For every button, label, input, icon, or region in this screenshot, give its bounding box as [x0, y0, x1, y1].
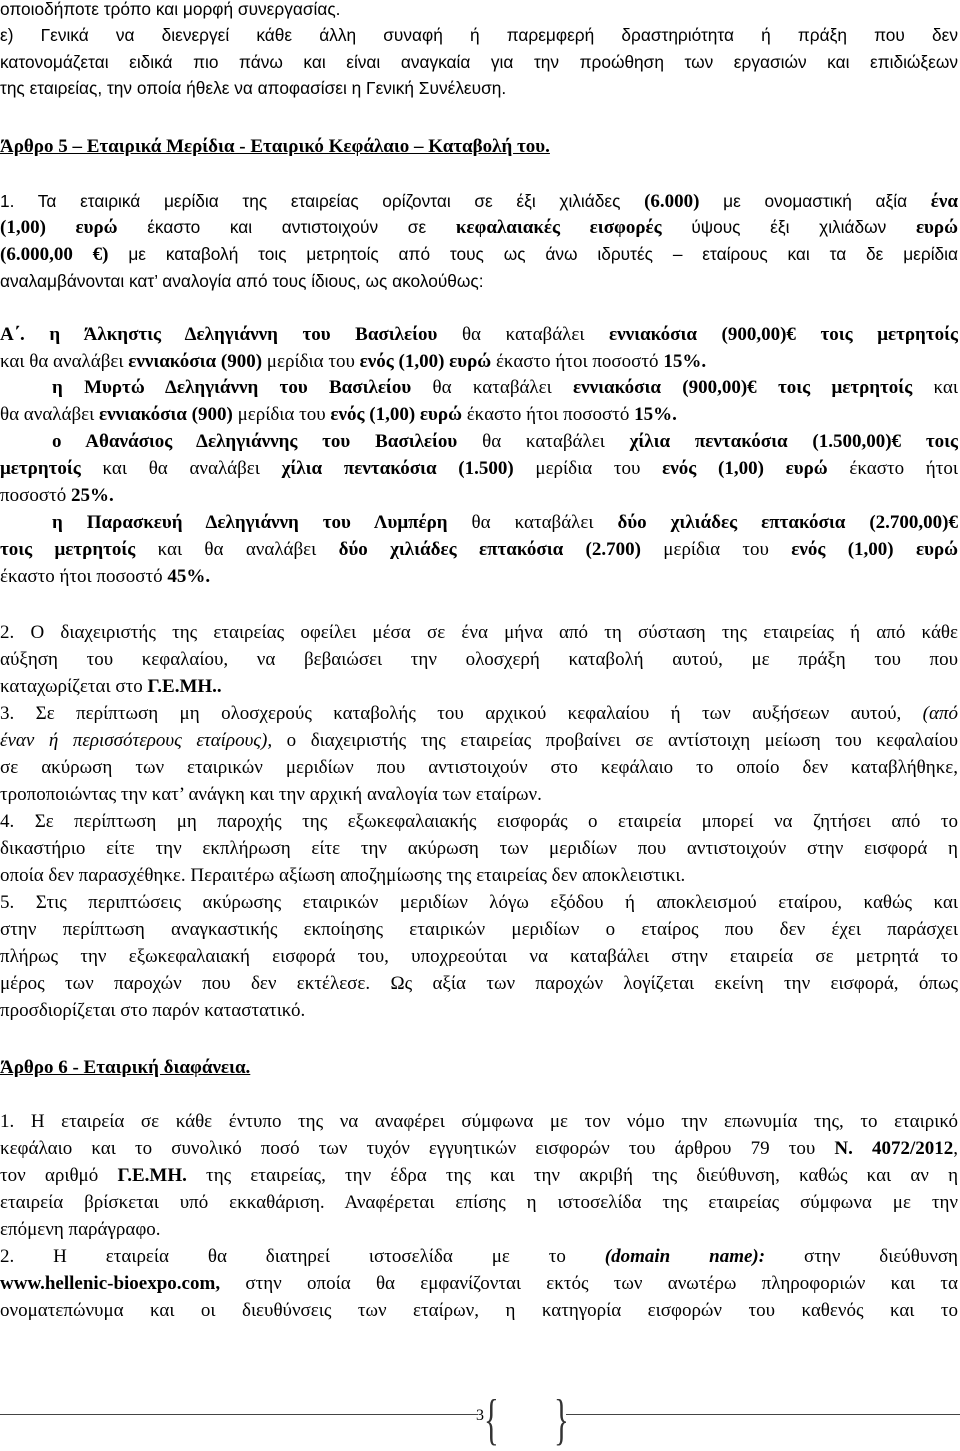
partner-line: [52, 510, 958, 536]
text-line: μέρος των παροχών που δεν εκτέλεσε. Ως αξία των παροχών λογίζεται εκείνη την εισφορά, όπως: [0, 973, 958, 994]
text-span: με ονομαστική αξία: [699, 191, 931, 211]
text-span: 45%.: [167, 566, 211, 587]
page-number: 3: [476, 1407, 484, 1424]
text-span: ενός (1,00) ευρώ: [791, 539, 958, 560]
text-span: Α΄. η Άλκηστις Δεληγιάννη του Βασιλείου: [0, 324, 438, 345]
text-line: τροποποιώντας την κατ’ ανάγκη και την αρχική αναλογία των εταίρων.: [0, 784, 542, 805]
text-span: ένα: [930, 191, 958, 212]
text-span: ενός (1,00) ευρώ: [330, 404, 462, 425]
text-span: θα καταβάλει: [457, 431, 630, 452]
text-span: μερίδια του: [513, 458, 663, 479]
text-span: 15%.: [634, 404, 677, 425]
text-span: (6.000,00 €): [0, 244, 109, 265]
text-span: έκαστο και αντιστοιχούν σε: [117, 217, 456, 237]
text-span: τον αριθμό: [0, 1165, 118, 1186]
text-span: ευρώ: [915, 217, 958, 238]
text-span: 2. Η εταιρεία θα διατηρεί ιστοσελίδα με το: [0, 1246, 605, 1267]
text-span: (domain name):: [604, 1246, 766, 1267]
text-span: δύο χιλιάδες επτακόσια (2.700): [338, 539, 641, 560]
text-span: η Μυρτώ Δεληγιάννη του Βασιλείου: [52, 377, 412, 398]
text-line: [0, 1163, 958, 1189]
partner-line: [0, 483, 958, 509]
text-span: 15%.: [663, 351, 707, 372]
text-line: 1. Η εταιρεία σε κάθε έντυπο της να αναφέρει σύμφωνα με τον νόμο την επωνυμία της, το εταιρικό: [0, 1111, 958, 1132]
partner-line: [0, 456, 958, 482]
text-span: ο διαχειριστής της εταιρείας προβαίνει σε αντίστοιχη μείωση του κεφαλαίου: [272, 730, 958, 751]
text-span: η Παρασκευή Δεληγιάννη του Λυμπέρη: [52, 512, 448, 533]
text-line: [0, 214, 958, 240]
partner-line: [0, 322, 958, 348]
text-span: και θα αναλάβει: [80, 458, 282, 479]
text-span: ενός (1,00) ευρώ: [662, 458, 828, 479]
text-span: 25%.: [70, 485, 114, 506]
text-span: θα καταβάλει: [411, 377, 574, 398]
text-span: στην οποία θα εμφανίζονται εκτός των ανωτέρω πληροφοριών και τα: [220, 1273, 958, 1294]
partner-line: [0, 402, 958, 428]
text-line: ονοματεπώνυμα και οι διευθύνσεις των εταίρων, η κατηγορία εισφορών του καθενός και το: [0, 1300, 958, 1321]
text-line: δικαστήριο είτε την εκπλήρωση είτε την ακύρωση των μεριδίων που αντιστοιχούν στην εισφορά η: [0, 838, 958, 859]
text-line: 2. Ο διαχειριστής της εταιρείας οφείλει μέσα σε ένα μήνα από τη σύσταση της εταιρείας ή από κάθε: [0, 622, 958, 643]
website-link[interactable]: www.hellenic-bioexpo.com,: [0, 1273, 221, 1294]
partner-line: [0, 564, 958, 590]
text-span: μερίδια του: [640, 539, 792, 560]
article-5-heading: [0, 134, 958, 160]
text-span: εννιακόσια (900,00)€ τοις μετρητοίς: [573, 377, 913, 398]
footer-brace-right: }: [554, 1389, 569, 1451]
text-span: έκαστο ήτοι: [827, 458, 958, 479]
partner-line: [0, 349, 958, 375]
text-span: στην διεύθυνση: [765, 1246, 958, 1267]
text-span: 3. Σε περίπτωση μη ολοσχερούς καταβολής του αρχικού κεφαλαίου ή των αυξήσεων αυτού,: [0, 703, 923, 724]
text-span: (από: [922, 703, 958, 724]
text-span: τοις μετρητοίς: [0, 539, 136, 560]
text-line: οποία δεν παρασχέθηκε. Περαιτέρω αξίωση αποζημίωσης της εταιρείας δεν αποκλειστικι.: [0, 865, 686, 886]
text-line: 4. Σε περίπτωση μη παροχής της εξωκεφαλαιακής εισφοράς ο εταιρεία μπορεί να ζητήσει από το: [0, 811, 958, 832]
text-span: Γ.Ε.ΜΗ..: [147, 676, 222, 697]
text-span: Ν. 4072/2012: [834, 1138, 954, 1159]
text-span: μετρητοίς: [0, 458, 81, 479]
text-span: και: [912, 377, 958, 398]
text-span: καταχωρίζεται στο: [0, 676, 148, 697]
text-span: μερίδια του: [232, 404, 331, 425]
text-line: σε ακύρωση των εταιρικών μεριδίων που αντιστοιχούν στο κεφάλαιο το οποίο δεν καταβλήθηκε,: [0, 757, 958, 778]
text-span: ενός (1,00) ευρώ: [359, 351, 492, 372]
text-span: θα αναλάβει: [0, 404, 99, 425]
text-span: έκαστο ήτοι ποσοστό: [461, 404, 635, 425]
text-line: [0, 1244, 958, 1270]
text-line: της εταιρείας, την οποία ήθελε να αποφασίσει η Γενική Συνέλευση.: [0, 78, 507, 98]
heading-text: Άρθρο 6 - Εταιρική διαφάνεια.: [0, 1057, 251, 1078]
text-line: αύξηση του κεφαλαίου, να βεβαιώσει την ολοσχερή καταβολή αυτού, με πράξη του που: [0, 649, 958, 670]
text-line: 5. Στις περιπτώσεις ακύρωσης εταιρικών μεριδίων λόγω εξόδου ή αποκλεισμού εταίρου, καθώς και: [0, 892, 958, 913]
text-span: θα καταβάλει: [437, 324, 610, 345]
text-line: στην περίπτωση αναγκαστικής εκποίησης εταιρικών μεριδίων ο εταίρος που δεν έχει παράσχει: [0, 919, 958, 940]
text-line: [0, 701, 958, 727]
text-span: έκαστο ήτοι ποσοστό: [491, 351, 664, 372]
text-span: (6.000): [644, 191, 700, 212]
text-span: ποσοστό: [0, 485, 71, 506]
text-line: [0, 1136, 958, 1162]
text-line: οποιοδήποτε τρόπο και μορφή συνεργασίας.: [0, 0, 341, 19]
text-line: κατονομάζεται ειδικά πιο πάνω και είναι αναγκαία για την προώθηση των εργασιών και επιδιώξεων: [0, 52, 958, 72]
footer-brace-left: {: [484, 1389, 499, 1451]
text-span: με καταβολή τοις μετρητοίς από τους ως άνω ιδρυτές – εταίρους και τα δε μερίδια: [108, 244, 958, 264]
text-span: εννιακόσια (900,00)€ τοις μετρητοίς: [609, 324, 958, 345]
text-span: Γ.Ε.ΜΗ.: [117, 1165, 187, 1186]
text-span: κεφάλαιο και το συνολικό ποσό των τυχόν εγγυητικών εισφορών του άρθρου 79 του: [0, 1138, 835, 1159]
text-line: [0, 188, 958, 214]
text-line: αναλαμβάνονται κατ’ αναλογία από τους ίδιους, ως ακολούθως:: [0, 271, 484, 291]
text-span: της εταιρείας, την έδρα της και την ακριβή της διεύθυνση, καθώς και αν η: [186, 1165, 958, 1186]
text-span: 1. Τα εταιρικά μερίδια της εταιρείας ορίζονται σε έξι χιλιάδες: [0, 191, 645, 211]
heading-text: Άρθρο 5 – Εταιρικά Μερίδια - Εταιρικό Κεφάλαιο – Καταβολή του.: [0, 136, 550, 157]
text-line: ε) Γενικά να διενεργεί κάθε άλλη συναφή ή παρεμφερή δραστηριότητα ή πράξη που δεν: [0, 25, 958, 45]
text-span: μερίδια του: [262, 351, 360, 372]
text-span: εννιακόσια (900): [98, 404, 233, 425]
article-6-heading: [0, 1055, 958, 1081]
page-footer: [0, 1389, 960, 1451]
text-span: χίλια πεντακόσια (1.500): [281, 458, 514, 479]
text-span: κεφαλαιακές εισφορές: [455, 217, 662, 238]
text-span: ,: [953, 1138, 958, 1159]
text-span: και θα αναλάβει: [135, 539, 339, 560]
text-line: προσδιορίζεται στο παρόν καταστατικό.: [0, 1000, 306, 1021]
text-line: επόμενη παράγραφο.: [0, 1219, 161, 1240]
text-span: εννιακόσια (900): [128, 351, 263, 372]
text-line: [0, 241, 958, 267]
text-line: [0, 728, 958, 754]
text-span: θα καταβάλει: [447, 512, 618, 533]
text-span: έκαστο ήτοι ποσοστό: [0, 566, 168, 587]
text-line: [0, 1271, 958, 1297]
text-line: εταιρεία βρίσκεται υπό εκκαθάριση. Αναφέρεται επίσης η ιστοσελίδα της εταιρείας σύμφωνα με την: [0, 1192, 958, 1213]
text-span: (1,00) ευρώ: [0, 217, 118, 238]
partner-line: [52, 429, 958, 455]
partner-line: [52, 375, 958, 401]
text-span: ο Αθανάσιος Δεληγιάννης του Βασιλείου: [52, 431, 458, 452]
text-span: ύψους έξι χιλιάδων: [661, 217, 916, 237]
partner-line: [0, 537, 958, 563]
text-line: [0, 674, 958, 700]
text-line: πλήρως την εξωκεφαλαιακή εισφορά του, υποχρεούται να καταβάλει στην εταιρεία σε μετρητά το: [0, 946, 958, 967]
text-span: και θα αναλάβει: [0, 351, 129, 372]
text-span: έναν ή περισσότερους εταίρους),: [0, 730, 273, 751]
text-span: δύο χιλιάδες επτακόσια (2.700,00)€: [617, 512, 958, 533]
text-span: χίλια πεντακόσια (1.500,00)€ τοις: [629, 431, 958, 452]
